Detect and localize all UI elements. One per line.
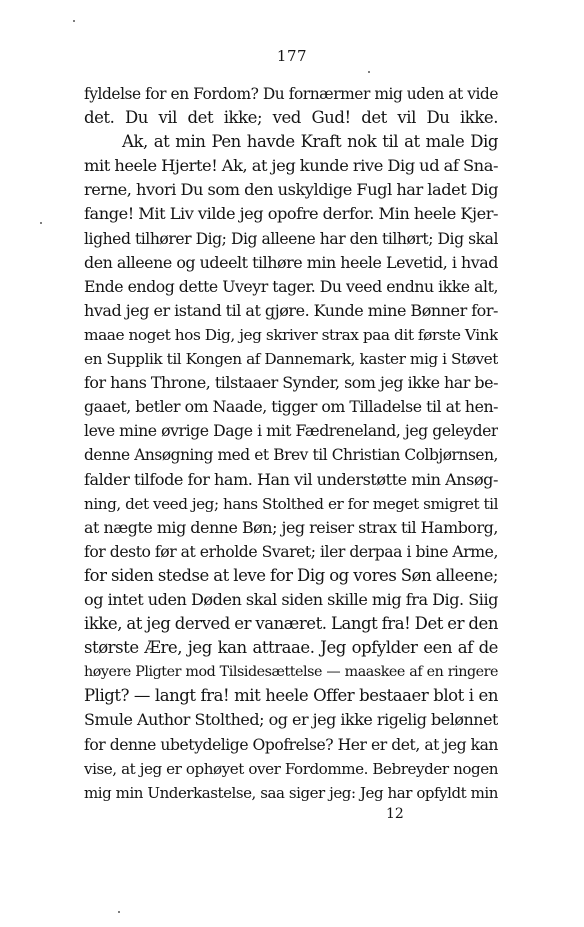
text-line: det. Du vil det ikke; ved Gud! det vil Du ikke.: [84, 108, 498, 128]
paper-speck: [118, 911, 120, 913]
body-text: [84, 82, 498, 805]
text-line: gaaet, betler om Naade, tigger om Tilladelse til at hen-: [84, 397, 498, 417]
text-line: maae noget hos Dig, jeg skriver strax paa dit første Vink: [84, 325, 498, 344]
text-line: Ende endog dette Uveyr tager. Du veed endnu ikke alt,: [84, 276, 498, 296]
text-line: hvad jeg er istand til at gjøre. Kunde mine Bønner for-: [84, 300, 498, 320]
text-line: for siden stedse at leve for Dig og vores Søn alleene;: [84, 565, 498, 585]
text-line: fange! Mit Liv vilde jeg opofre derfor. Min heele Kjer-: [84, 204, 498, 224]
text-line: leve mine øvrige Dage i mit Fædreneland, jeg geleyder: [84, 421, 498, 441]
text-line: fyldelse for en Fordom? Du fornærmer mig uden at vide: [84, 85, 498, 103]
text-line: for hans Throne, tilstaaer Synder, som jeg ikke har be-: [84, 373, 498, 393]
text-line: for denne ubetydelige Opofrelse? Her er det, at jeg kan: [84, 735, 498, 754]
text-line: mig min Underkastelse, saa siger jeg: Jeg har opfyldt min: [84, 783, 498, 802]
paper-speck: [40, 222, 42, 224]
paper-speck: [73, 20, 75, 22]
text-line: en Supplik til Kongen af Dannemark, kaster mig i Støvet: [84, 350, 498, 369]
signature-mark: 12: [386, 806, 404, 822]
text-line: rerne, hvori Du som den uskyldige Fugl har ladet Dig: [84, 180, 498, 200]
text-line: ning, det veed jeg; hans Stolthed er for meget smigret til: [84, 494, 498, 513]
text-line: falder tilfode for ham. Han vil understøtte min Ansøg-: [84, 469, 498, 489]
text-line: denne Ansøgning med et Brev til Christian Colbjørnsen,: [84, 446, 498, 465]
text-line: for desto før at erholde Svaret; iler derpaa i bine Arme,: [84, 541, 498, 561]
text-line: høyere Pligter mod Tilsidesættelse — maaskee af en ringere: [84, 664, 498, 681]
text-line: at nægte mig denne Bøn; jeg reiser strax til Hamborg,: [84, 517, 498, 537]
text-line: vise, at jeg er ophøyet over Fordomme. Bebreyder nogen: [84, 759, 498, 778]
text-line: Pligt? — langt fra! mit heele Offer bestaaer blot i en: [84, 686, 498, 706]
text-line: Ak, at min Pen havde Kraft nok til at male Dig: [122, 132, 498, 152]
text-line: lighed tilhører Dig; Dig alleene har den tilhørt; Dig skal: [84, 229, 498, 248]
paper-speck: [368, 71, 370, 73]
text-line: største Ære, jeg kan attraae. Jeg opfylder een af de: [84, 638, 498, 658]
page-number: 177: [276, 47, 308, 65]
text-line: Smule Author Stolthed; og er jeg ikke rigelig belønnet: [84, 710, 498, 730]
text-line: den alleene og udeelt tilhøre min heele Levetid, i hvad: [84, 252, 498, 272]
text-line: ikke, at jeg derved er vanæret. Langt fra! Det er den: [84, 614, 498, 634]
text-line: mit heele Hjerte! Ak, at jeg kunde rive Dig ud af Sna-: [84, 156, 498, 176]
text-line: og intet uden Døden skal siden skille mig fra Dig. Siig: [84, 589, 498, 609]
